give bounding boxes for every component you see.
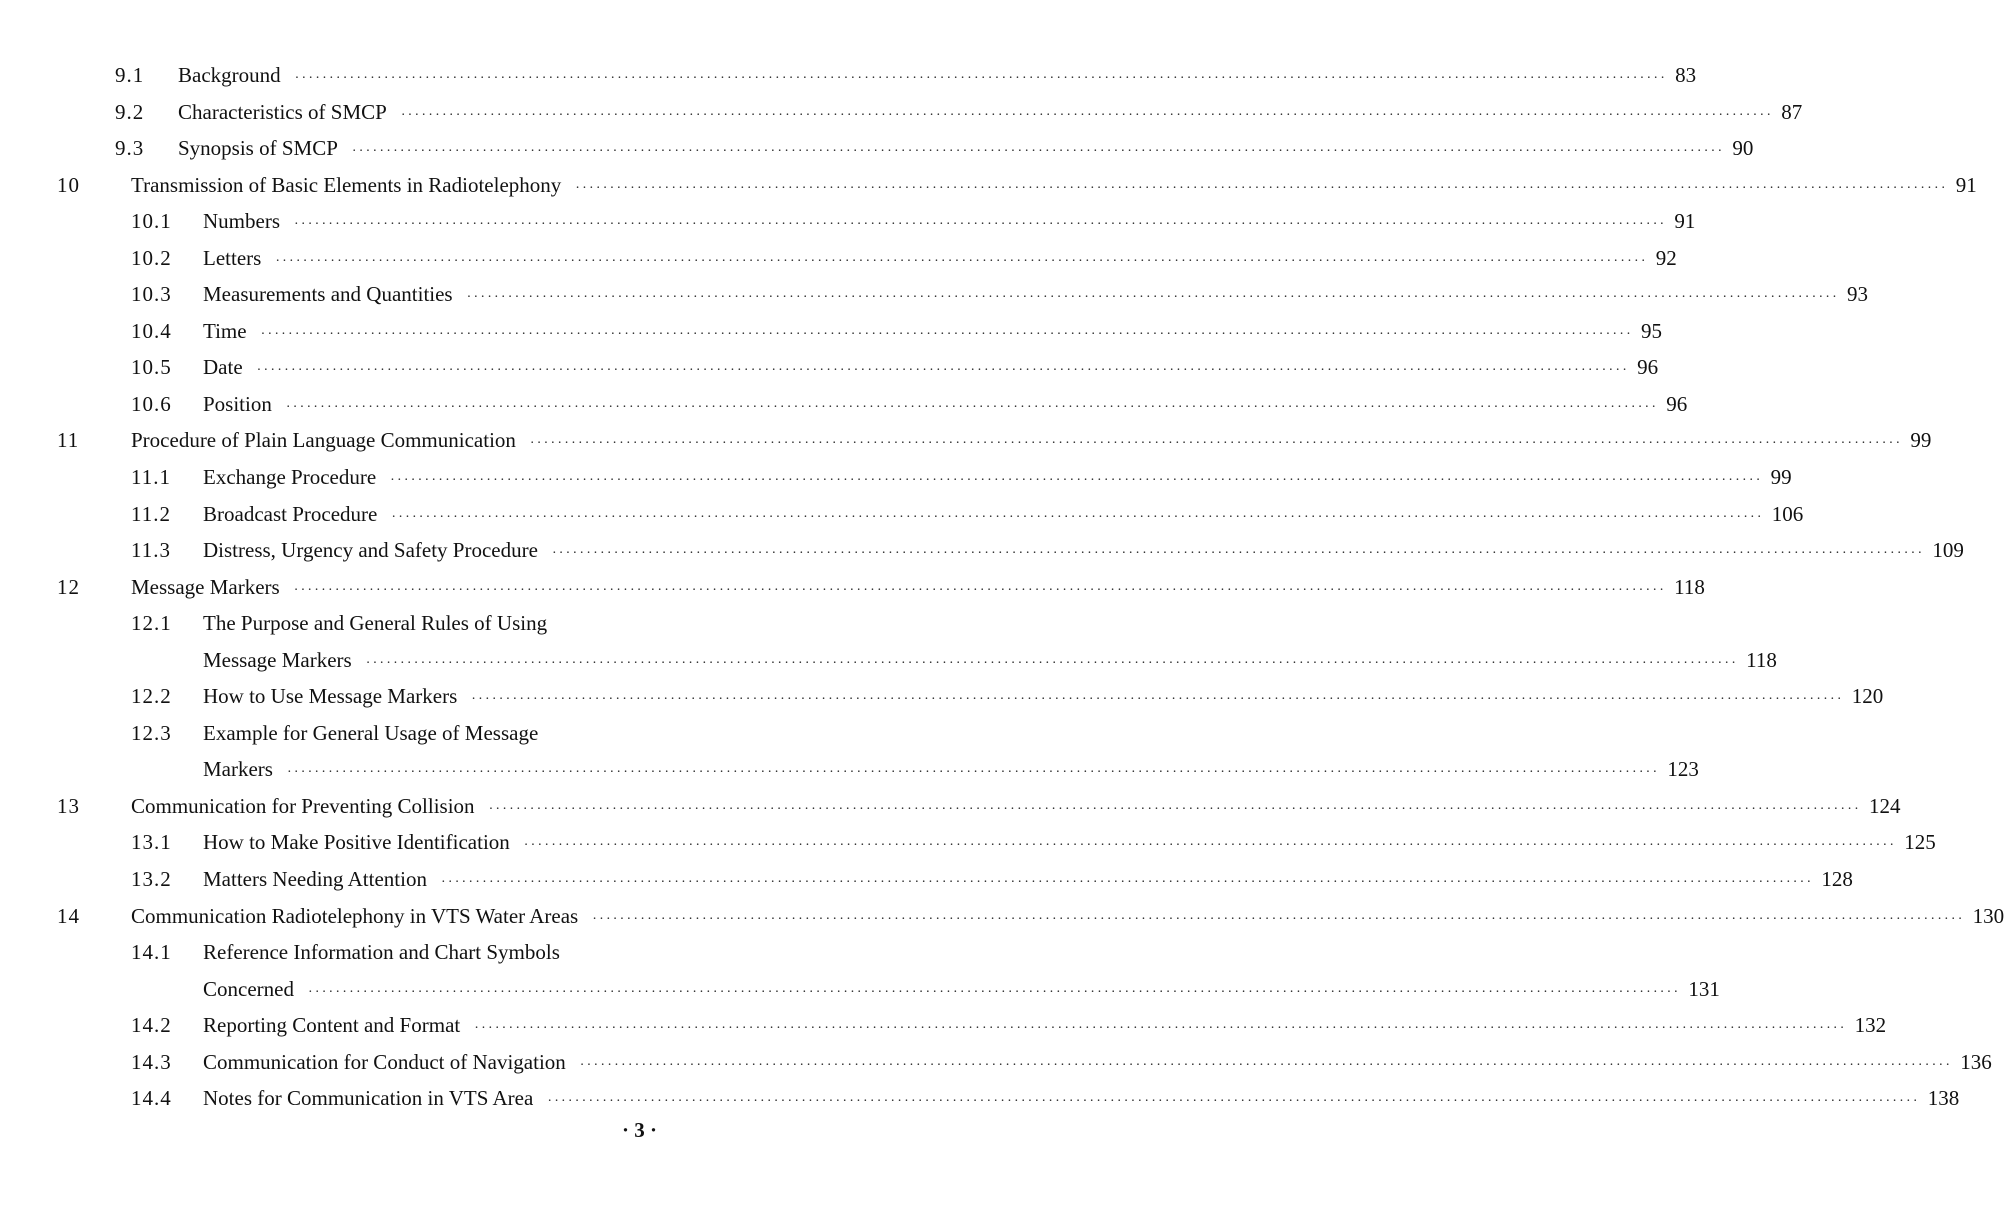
entry-page: 136 [1960,1049,1992,1074]
entry-body [203,532,1964,572]
entry-body [203,861,1853,901]
dot-leader: ········································································································································································································ [474,1021,1847,1037]
entry-page: 90 [1732,136,1754,161]
toc-entry[interactable] [0,898,2004,935]
entry-title: Distress, Urgency and Safety Procedure [203,538,538,563]
entry-number: 10.5 [131,355,172,380]
toc-entry[interactable] [0,130,1754,167]
entry-body [178,57,1697,97]
dot-leader: ········································································································································································································ [400,107,1774,123]
toc-entry[interactable] [0,459,1792,496]
entry-number: 10 [57,172,80,197]
entry-number: 14.2 [131,1013,172,1038]
entry-number: 9.1 [115,63,145,87]
entry-body [131,569,1705,609]
entry-title: Procedure of Plain Language Communication [131,428,516,453]
dot-leader: ········································································································································································································ [575,180,1948,196]
entry-page: 96 [1637,355,1659,380]
entry-page: 91 [1955,172,1977,197]
dot-leader: ········································································································································································································ [286,765,1660,781]
entry-page: 130 [1972,903,2004,928]
dot-leader: ········································································································································································································ [390,473,1763,489]
entry-page: 138 [1927,1086,1960,1111]
entry-title: Position [203,391,272,416]
entry-body [178,130,1754,170]
entry-page: 92 [1655,245,1677,270]
entry-title: Concerned [203,976,294,1001]
dot-leader: ········································································································································································································ [440,875,1814,891]
entry-title: Synopsis of SMCP [178,136,338,161]
dot-leader: ········································································································································································································ [529,436,1903,452]
toc-entry[interactable] [0,1080,1960,1117]
toc-entry[interactable] [0,167,1977,204]
toc-entry[interactable] [0,496,1804,533]
entry-page: 131 [1688,976,1720,1001]
entry-title: Numbers [203,209,280,234]
entry-page: 106 [1771,501,1804,526]
entry-number: 13.2 [131,867,172,892]
entry-number: 11 [57,428,80,453]
entry-title: Communication Radiotelephony in VTS Water Areas [131,903,579,928]
entry-title: Letters [203,245,262,270]
dot-leader: ········································································································································································································ [256,363,1630,379]
entry-title: Background [178,63,281,87]
entry-title: Measurements and Quantities [203,282,453,307]
toc-entry[interactable] [0,824,1936,861]
toc-entry[interactable] [0,642,1777,679]
entry-page: 99 [1910,428,1932,453]
entry-number: 10.3 [131,282,172,307]
entry-number: 11.2 [131,501,171,526]
dot-leader: ········································································································································································································ [351,144,1725,160]
entry-page: 96 [1666,391,1688,416]
entry-body [203,751,1699,791]
dot-leader: ········································································································································································································ [294,217,1667,233]
entry-page: 123 [1667,757,1699,782]
entry-title: How to Use Message Markers [203,684,458,709]
entry-number: 12 [57,574,80,599]
entry-page: 128 [1821,867,1853,892]
toc-entry[interactable] [0,751,1699,788]
entry-title: Matters Needing Attention [203,867,427,892]
dot-leader: ········································································································································································································ [260,326,1634,342]
entry-body [203,678,1884,718]
entry-body [203,971,1720,1011]
toc-entry[interactable] [0,678,1884,715]
entry-body [131,788,1901,828]
dot-leader: ········································································································································································································ [294,71,1668,86]
toc-entry[interactable] [0,605,790,642]
entry-number: 14 [57,903,80,928]
toc-entry[interactable] [0,788,1901,825]
entry-number: 14.1 [131,940,172,965]
entry-number: 13.1 [131,830,172,855]
dot-leader: ········································································································································································································ [365,655,1739,671]
entry-number: 11.3 [131,538,171,563]
entry-number: 14.3 [131,1049,172,1074]
dot-leader: ········································································································································································································ [547,1094,1920,1110]
entry-title: Notes for Communication in VTS Area [203,1086,534,1111]
entry-page: 87 [1781,99,1803,124]
dot-leader: ········································································································································································································ [551,546,1925,562]
toc-entry[interactable] [0,313,1663,350]
dot-leader: ········································································································································································································ [471,692,1844,708]
toc-entry[interactable] [0,532,1964,569]
entry-page: 91 [1674,209,1696,234]
entry-body [131,898,2004,938]
entry-page: 124 [1868,793,1901,818]
entry-body [203,605,547,641]
entry-title: Example for General Usage of Message [203,720,539,745]
entry-body [203,203,1696,243]
toc-entry[interactable] [0,57,1697,94]
entry-body [203,1007,1887,1047]
dot-leader: ········································································································································································································ [293,582,1667,598]
entry-title: Markers [203,757,273,782]
toc-entry[interactable] [0,1044,1992,1081]
toc-entry[interactable] [0,715,790,752]
entry-number: 12.1 [131,611,172,636]
entry-page: 95 [1641,318,1663,343]
entry-body [203,496,1804,536]
toc-entry[interactable] [0,386,1688,423]
toc-entry[interactable] [0,971,1720,1008]
entry-number: 10.6 [131,391,172,416]
dot-leader: ········································································································································································································ [275,253,1648,269]
toc-entry[interactable] [0,1007,1887,1044]
toc-entry[interactable] [0,569,1705,606]
toc-entry[interactable] [0,861,1853,898]
entry-title: Message Markers [203,647,352,672]
entry-body [203,715,538,751]
entry-title: The Purpose and General Rules of Using [203,611,548,636]
entry-page: 118 [1674,574,1705,599]
entry-title: Reference Information and Chart Symbols [203,940,560,965]
entry-body [178,94,1803,134]
entry-body [203,1080,1960,1120]
entry-title: Time [203,318,247,343]
entry-title: Date [203,355,243,380]
entry-body [203,824,1936,864]
entry-page: 83 [1675,63,1697,87]
entry-page: 99 [1770,465,1792,490]
entry-number: 10.2 [131,245,172,270]
page-number: · 3 · [622,1118,658,1142]
entry-page: 120 [1851,684,1884,709]
entry-page: 132 [1854,1013,1887,1038]
entry-title: Transmission of Basic Elements in Radiotelephony [131,172,562,197]
entry-page: 118 [1746,647,1777,672]
entry-title: How to Make Positive Identification [203,830,510,855]
toc-entry[interactable] [0,349,1659,386]
dot-leader: ········································································································································································································ [579,1057,1953,1073]
entry-number: 9.3 [115,136,145,161]
entry-body [203,313,1663,353]
entry-body [203,934,560,970]
entry-title: Reporting Content and Format [203,1013,461,1038]
entry-body [131,167,1977,207]
entry-body [203,240,1677,280]
toc-entry[interactable] [0,240,1677,277]
entry-title: Characteristics of SMCP [178,99,387,124]
entry-body [203,349,1659,389]
toc-entry[interactable] [0,94,1803,131]
entry-number: 12.3 [131,720,172,745]
dot-leader: ········································································································································································································ [488,801,1861,817]
entry-number: 11.1 [131,465,171,490]
toc-entry[interactable] [0,934,790,971]
entry-number: 9.2 [115,99,145,124]
entry-page: 109 [1932,538,1964,563]
entry-title: Communication for Preventing Collision [131,793,475,818]
entry-number: 13 [57,793,80,818]
entry-body [131,422,1932,462]
entry-title: Message Markers [131,574,280,599]
entry-body [203,1044,1992,1084]
entry-title: Broadcast Procedure [203,501,378,526]
entry-number: 12.2 [131,684,172,709]
entry-body [203,386,1688,426]
entry-page: 125 [1904,830,1936,855]
entry-number: 14.4 [131,1086,172,1111]
entry-page: 93 [1847,282,1869,307]
entry-body [203,459,1792,499]
dot-leader: ········································································································································································································ [523,838,1897,854]
toc-entry[interactable] [0,203,1696,240]
dot-leader: ········································································································································································································ [466,290,1840,306]
entry-title: Communication for Conduct of Navigation [203,1049,566,1074]
entry-title: Exchange Procedure [203,465,377,490]
entry-body [203,642,1777,682]
entry-body [203,276,1869,316]
dot-leader: ········································································································································································································ [307,984,1681,1000]
table-of-contents [0,57,2004,1117]
entry-number: 10.1 [131,209,172,234]
dot-leader: ········································································································································································································ [592,911,1965,927]
dot-leader: ········································································································································································································ [285,399,1659,415]
dot-leader: ········································································································································································································ [391,509,1764,525]
toc-entry[interactable] [0,422,1932,459]
entry-number: 10.4 [131,318,172,343]
toc-entry[interactable] [0,276,1869,313]
